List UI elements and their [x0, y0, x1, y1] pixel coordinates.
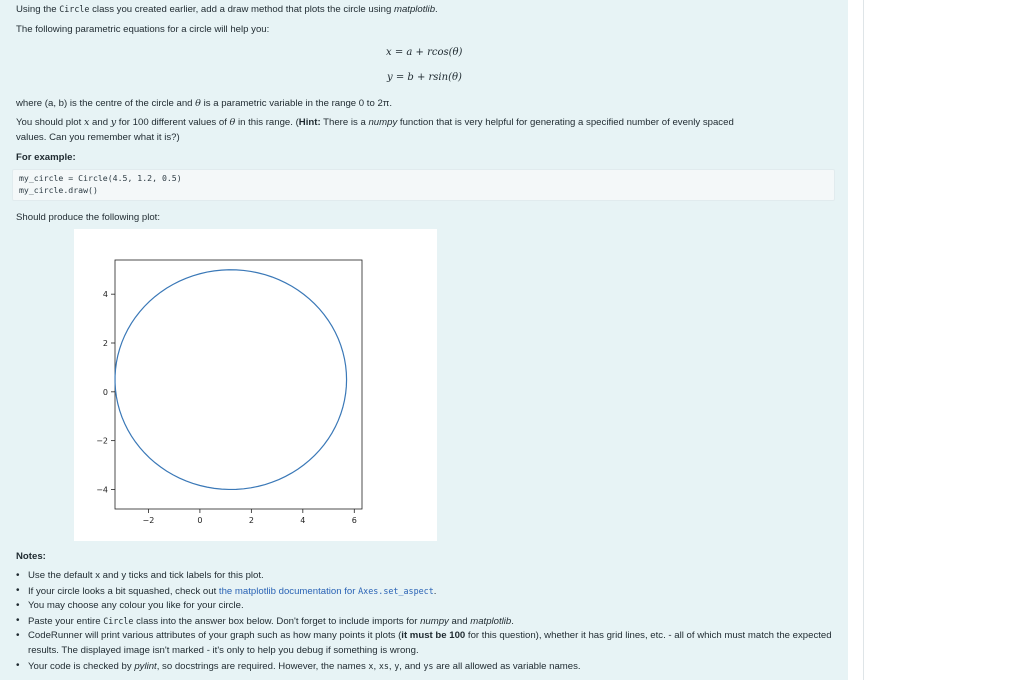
x-tick-label: 0 — [197, 516, 203, 525]
x-tick-label: 2 — [248, 516, 254, 525]
emphasis: numpy — [420, 615, 449, 627]
inline-code: Circle — [59, 4, 90, 14]
note-item — [16, 629, 836, 658]
inline-code: ys — [423, 660, 434, 671]
code-example-box — [12, 169, 835, 201]
note-text: If your circle looks a bit squashed, check out — [28, 585, 219, 597]
code-line: my_circle = Circle(4.5, 1.2, 0.5) — [19, 173, 182, 183]
bold-text: it must be 100 — [401, 630, 466, 642]
hint-label: Hint: — [298, 117, 321, 128]
notes-list — [16, 569, 836, 674]
x-tick-label: 6 — [351, 516, 357, 525]
y-tick-label: 2 — [102, 339, 108, 348]
equation-y: y = b + rsin(θ) — [387, 72, 462, 83]
axes-frame — [115, 260, 362, 509]
x-tick-label: −2 — [142, 516, 155, 525]
math-y: y — [110, 117, 117, 128]
documentation-link[interactable] — [219, 586, 434, 597]
link-text[interactable]: the matplotlib documentation for — [218, 585, 359, 597]
example-heading: For example: — [16, 152, 76, 163]
text: and — [89, 117, 111, 128]
text: is a parametric variable in the range 0 to 2π. — [200, 98, 393, 109]
text: in this range. ( — [235, 117, 299, 128]
inline-code: xs — [378, 660, 389, 671]
emphasis: matplotlib — [393, 4, 436, 15]
plotting-paragraph-line2: values. Can you remember what it is?) — [16, 132, 180, 143]
note-text: Your code is checked by — [28, 660, 135, 672]
text: You should plot — [16, 117, 84, 128]
plotting-paragraph — [16, 117, 734, 128]
text: There is a — [320, 117, 369, 128]
emphasis: numpy — [368, 117, 398, 128]
circle-series-line — [115, 270, 347, 490]
note-text: for this question), whether it has grid lines, etc. - all of which must match the expected results. The displayed image isn't marked - it's only to help you debug if something is wrong. — [28, 630, 832, 656]
intro-paragraph-2: The following parametric equations for a circle will help you: — [16, 24, 270, 35]
inline-code: y — [394, 660, 400, 671]
note-item — [16, 599, 836, 614]
note-text: You may choose any colour you like for your circle. — [28, 600, 244, 612]
y-tick-label: 4 — [102, 290, 108, 300]
intro-text: class you created earlier, add a draw method that plots the circle using — [89, 4, 394, 15]
note-text: class into the answer box below. Don't forget to include imports for — [133, 615, 421, 627]
note-text: , — [388, 660, 395, 672]
code-line: my_circle.draw() — [19, 185, 98, 195]
theta-symbol: θ — [229, 117, 236, 128]
text: for 100 different values of — [116, 117, 230, 128]
emphasis: matplotlib — [470, 615, 512, 627]
punctuation: . — [435, 4, 438, 15]
note-item — [16, 584, 836, 600]
text: where (a, b) is the centre of the circle and — [16, 98, 196, 109]
inline-code: x — [368, 660, 374, 671]
note-text: CodeRunner will print various attributes of your graph such as how many points it plots ( — [28, 630, 402, 642]
note-text: . — [511, 615, 514, 627]
note-text: , — [373, 660, 379, 672]
x-tick-label: 4 — [300, 516, 306, 525]
note-text: and — [448, 615, 471, 627]
note-item — [16, 569, 836, 584]
intro-paragraph — [16, 4, 438, 15]
y-tick-label: −2 — [96, 436, 108, 446]
theta-symbol: θ — [195, 98, 201, 109]
note-text: , and — [399, 660, 424, 672]
intro-text: Using the — [16, 4, 60, 15]
panel-divider — [863, 0, 864, 680]
note-text: . — [433, 585, 437, 597]
note-text: Paste your entire — [28, 615, 104, 627]
text: function that is very helpful for generating a specified number of evenly spaced — [397, 117, 734, 128]
link-code[interactable]: Axes.set_aspect — [358, 585, 434, 596]
note-item — [16, 659, 836, 675]
emphasis: pylint — [134, 660, 157, 672]
circle-chart — [74, 229, 437, 541]
inline-code: Circle — [103, 615, 134, 626]
math-x: x — [83, 117, 90, 128]
note-item — [16, 614, 836, 630]
notes-heading: Notes: — [16, 551, 46, 562]
note-text: , so docstrings are required. However, the names — [156, 660, 369, 672]
note-text: Use the default x and y ticks and tick labels for this plot. — [28, 570, 264, 581]
note-text: are all allowed as variable names. — [433, 660, 581, 672]
y-tick-label: 0 — [102, 387, 108, 397]
example-plot — [74, 229, 437, 541]
equation-x: x = a + rcos(θ) — [386, 47, 463, 58]
where-paragraph — [16, 98, 392, 109]
y-tick-label: −4 — [96, 485, 108, 495]
should-produce-text: Should produce the following plot: — [16, 212, 161, 223]
